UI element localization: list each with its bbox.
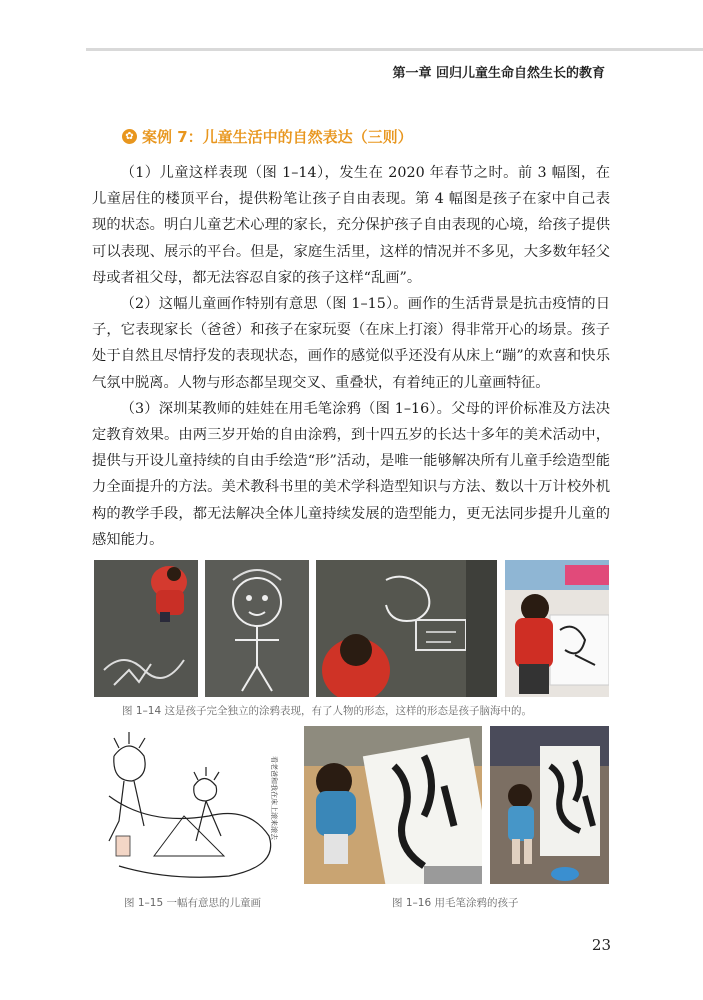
- caption-fig-16: 图 1–16 用毛笔涂鸦的孩子: [392, 897, 519, 909]
- flower-icon: ✿: [122, 129, 137, 144]
- photo-home-drawing: [505, 560, 609, 697]
- photo-brush-1: [304, 726, 482, 884]
- photo-chalk-1: [94, 560, 198, 697]
- photo-chalk-3: [316, 560, 497, 697]
- page-number: 23: [591, 936, 611, 954]
- caption-fig-14: 图 1–14 这是孩子完全独立的涂鸦表现，有了人物的形态，这样的形态是孩子脑海中的。: [122, 705, 532, 717]
- photo-brush-2: [490, 726, 609, 884]
- paragraph-2: （2）这幅儿童画作特别有意思（图 1–15）。画作的生活背景是抗击疫情的日子，它表现家长（爸爸）和孩子在家玩耍（在床上打滚）得非常开心的场景。孩子处于自然且尽情抒发的表现状态，画作的感觉似乎还没有从床上“蹦”的欢喜和快乐气氛中脱离。人物与形态都呈现交叉、重叠状，有着纯正的儿童画特征。: [92, 296, 610, 391]
- body-text: [92, 160, 610, 553]
- case-title: [122, 126, 413, 147]
- paragraph-1: （1）儿童这样表现（图 1–14），发生在 2020 年春节之时。前 3 幅图，在儿童居住的楼顶平台，提供粉笔让孩子自由表现。第 4 幅图是孩子在家中自己表现的状态。明白儿童艺术心理的家长，充分保护孩子自由表现的心境，给孩子提供可以表现、展示的平台。但是，家庭生活里，这样的情况并不多见，大多数年轻父母或者祖父母，都无法容忍自家的孩子这样“乱画”。: [92, 165, 610, 286]
- chapter-header: 第一章 回归儿童生命自然生长的教育: [392, 66, 605, 81]
- paragraph-3: （3）深圳某教师的娃娃在用毛笔涂鸦（图 1–16）。父母的评价标准及方法决定教育效果。由两三岁开始的自由涂鸦，到十四五岁的长达十多年的美术活动中，提供与开设儿童持续的自由手绘造“形”活动，是唯一能够解决所有儿童手绘造型能力全面提升的方法。美术教科书里的美术学科造型知识与方法、数以十万计校外机构的教学手段，都无法解决全体儿童持续发展的造型能力，更无法同步提升儿童的感知能力。: [92, 400, 610, 548]
- header-rule: [86, 48, 703, 51]
- caption-fig-15: 图 1–15 一幅有意思的儿童画: [124, 897, 261, 909]
- photo-chalk-2: [205, 560, 309, 697]
- drawing-fig-15: [94, 726, 296, 884]
- case-title-text: 案例 7：儿童生活中的自然表达（三则）: [142, 128, 413, 146]
- drawing-inscription: 看老爸和我在床上滚来滚去: [270, 756, 278, 840]
